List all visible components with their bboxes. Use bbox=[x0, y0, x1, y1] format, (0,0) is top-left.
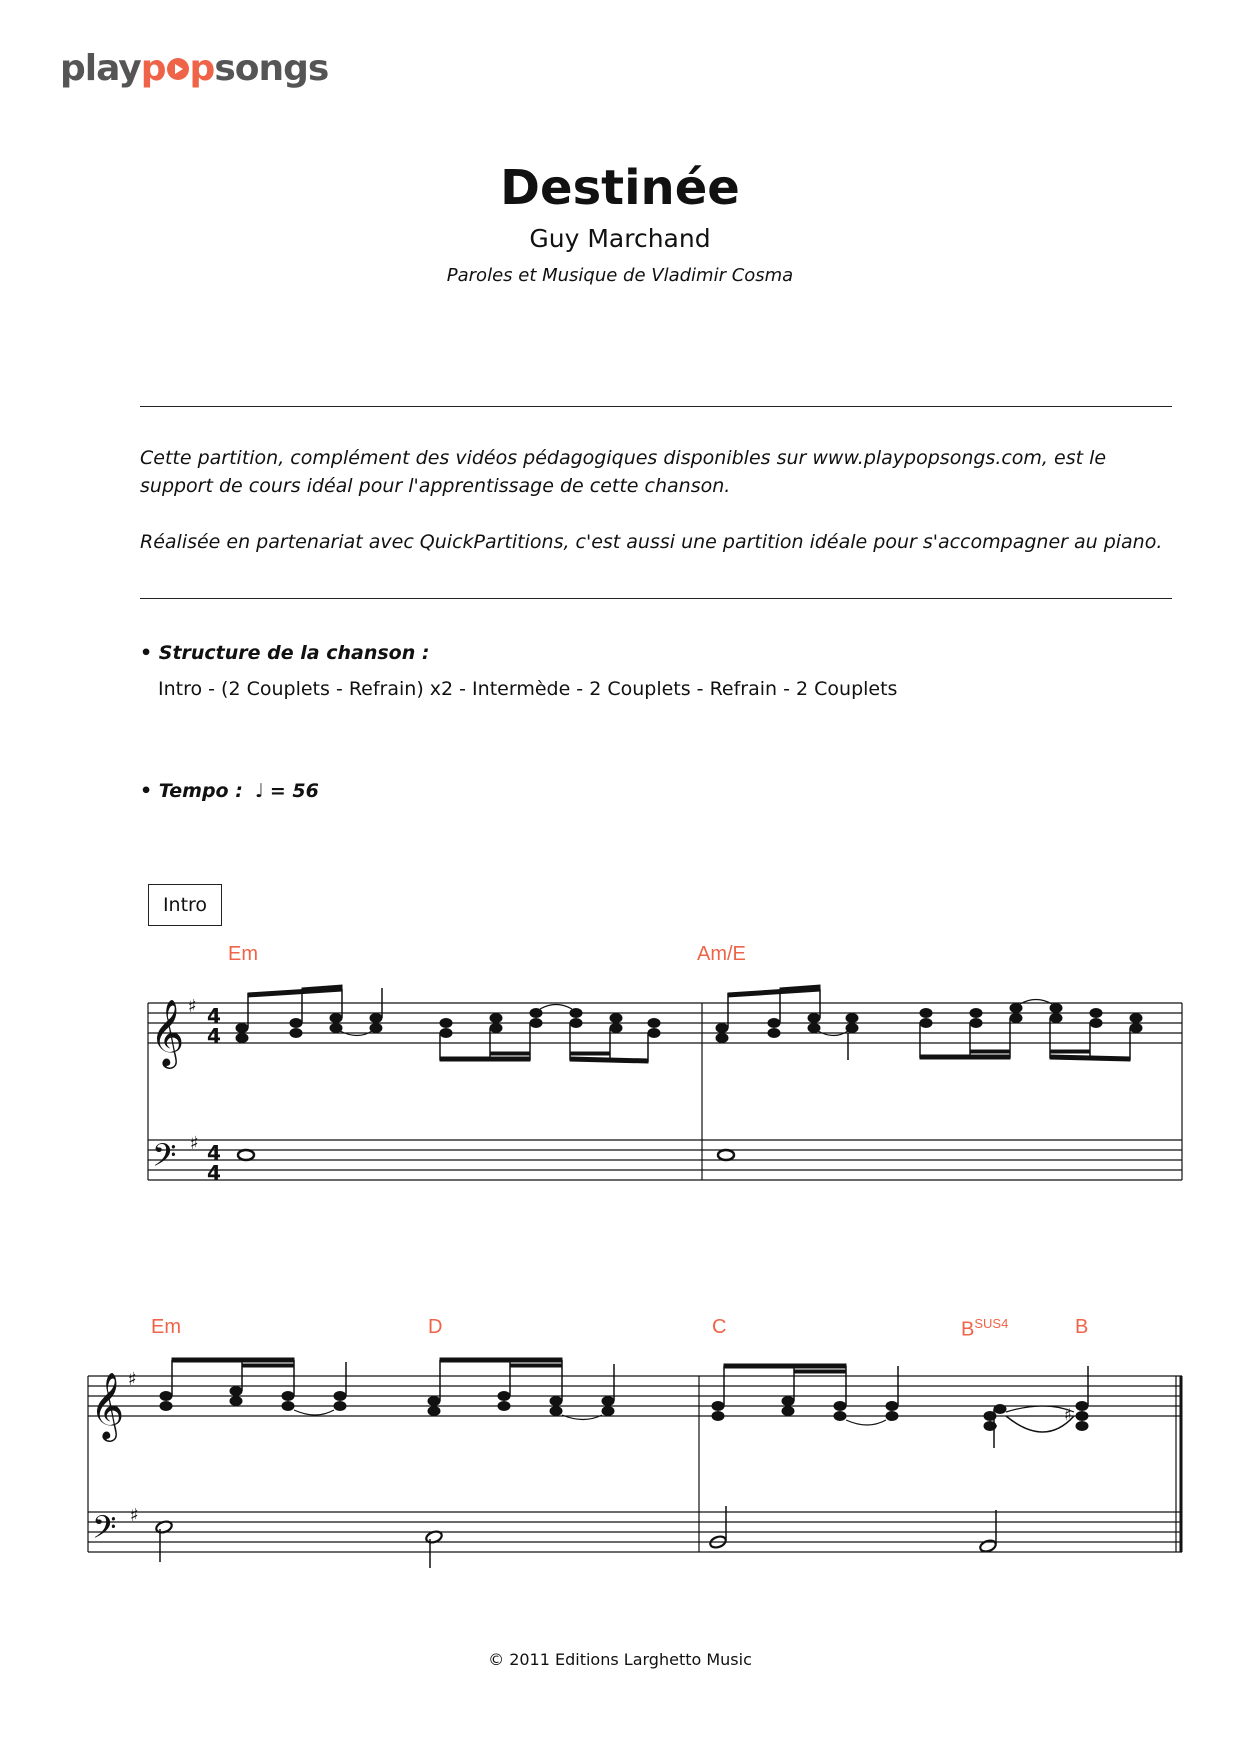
treble-staff bbox=[148, 1003, 1182, 1043]
credits: Paroles et Musique de Vladimir Cosma bbox=[446, 265, 794, 286]
sharp-icon: ♯ bbox=[1064, 1405, 1072, 1424]
sharp-icon: ♯ bbox=[190, 1133, 199, 1154]
sharp-icon: ♯ bbox=[130, 1505, 139, 1526]
chord-suffix: SUS4 bbox=[974, 1316, 1009, 1331]
bass-clef-icon: 𝄢 bbox=[152, 1137, 177, 1181]
chord-root: B bbox=[961, 1318, 975, 1341]
logo-text-songs: songs bbox=[214, 48, 329, 89]
quarter-note-icon: ♩ bbox=[254, 780, 264, 802]
intro-paragraph: Cette partition, complément des vidéos pédagogiques disponibles sur www.playpopsongs.com, est le support de cours idéal pour l'apprentissage de cette chanson. bbox=[140, 447, 1107, 497]
chord-symbol: D bbox=[428, 1316, 443, 1338]
notes-system-2 bbox=[155, 1358, 1088, 1568]
intro-paragraph: Réalisée en partenariat avec QuickPartitions, c'est aussi une partition idéale pour s'accompagner au piano. bbox=[140, 531, 1163, 553]
time-signature-top: 4 bbox=[207, 1004, 221, 1028]
chord-symbol: B bbox=[1075, 1316, 1089, 1338]
treble-clef-icon: 𝄞 bbox=[90, 1371, 125, 1439]
copyright-footer: © 2011 Editions Larghetto Music bbox=[488, 1650, 752, 1669]
song-title: Destinée bbox=[500, 160, 740, 216]
notes-system-1 bbox=[236, 985, 1142, 1160]
chord-symbol: Em bbox=[151, 1316, 181, 1338]
chord-symbol: Em bbox=[228, 943, 258, 965]
logo-text-p1: p bbox=[140, 48, 166, 89]
logo-text-p2: p bbox=[189, 48, 215, 89]
clefs-system-1 bbox=[150, 996, 221, 1185]
chord-symbol: C bbox=[712, 1316, 727, 1338]
sharp-icon: ♯ bbox=[188, 996, 197, 1017]
section-label-intro: Intro bbox=[148, 884, 222, 926]
bass-clef-icon: 𝄢 bbox=[92, 1509, 117, 1553]
structure-text: Intro - (2 Couplets - Refrain) x2 - Intermède - 2 Couplets - Refrain - 2 Couplets bbox=[158, 678, 898, 700]
bass-staff bbox=[88, 1512, 1182, 1552]
tempo-label: • Tempo : bbox=[140, 780, 243, 802]
staff-system-2 bbox=[88, 1376, 1182, 1552]
staff-system-1 bbox=[148, 1003, 1182, 1180]
sharp-icon: ♯ bbox=[128, 1369, 137, 1390]
chord-symbol: Am/E bbox=[697, 943, 746, 965]
treble-staff bbox=[88, 1376, 1182, 1416]
artist-name: Guy Marchand bbox=[529, 224, 711, 253]
time-signature-top: 4 bbox=[207, 1141, 221, 1165]
treble-clef-icon: 𝄞 bbox=[150, 998, 185, 1066]
time-signature-bottom: 4 bbox=[207, 1161, 221, 1185]
bass-staff bbox=[148, 1140, 1182, 1180]
structure-heading-text: • Structure de la chanson : bbox=[140, 642, 430, 664]
logo-text-play: play bbox=[60, 48, 141, 89]
tempo-value: = 56 bbox=[269, 780, 319, 802]
time-signature-bottom: 4 bbox=[207, 1024, 221, 1048]
